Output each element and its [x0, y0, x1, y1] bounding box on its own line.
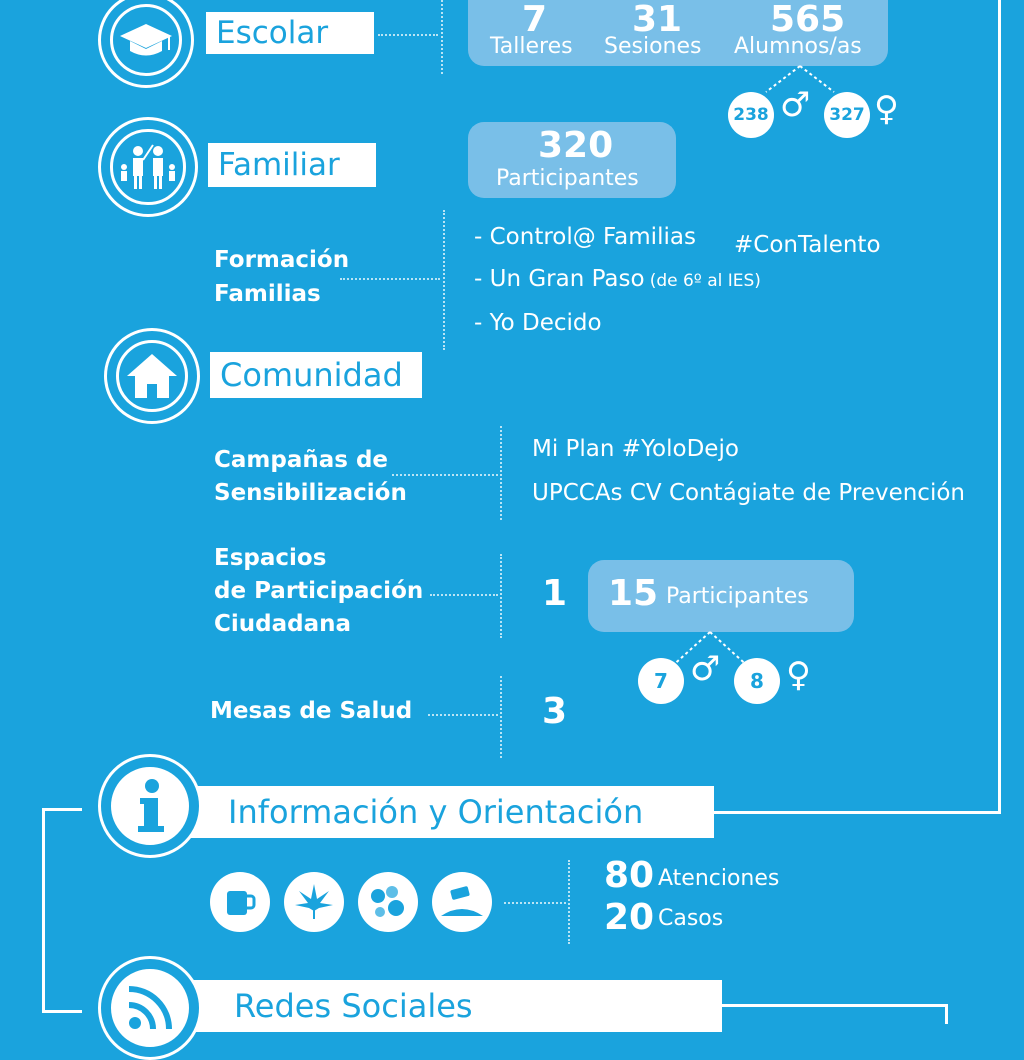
formacion-line2: Familias [214, 281, 321, 307]
comunidad-icon-ring [104, 328, 200, 424]
espacios-divider [500, 554, 502, 638]
espacios-male-symbol-icon: ♂ [690, 649, 721, 689]
espacios-participantes-label: Participantes [666, 584, 809, 609]
pills-icon [358, 872, 418, 932]
formacion-item-2-note: (de 6º al IES) [649, 271, 761, 291]
mesas-label: Mesas de Salud [210, 698, 413, 724]
frame-line-right [998, 0, 1001, 814]
formacion-divider [443, 210, 445, 350]
talleres-number: 7 [522, 0, 548, 40]
familiar-label: Familiar [208, 143, 376, 187]
escolar-label: Escolar [206, 12, 374, 54]
campanas-divider [500, 426, 502, 520]
info-label: Información y Orientación [190, 786, 714, 838]
formacion-item-3: - Yo Decido [474, 310, 602, 336]
familiar-icon-ring [98, 117, 198, 217]
campana-item-2: UPCCAs CV Contágiate de Prevención [532, 480, 965, 506]
family-icon [118, 143, 178, 191]
espacios-connector [430, 594, 498, 596]
espacios-male-count: 7 [638, 658, 684, 704]
casos-number: 20 [604, 897, 655, 938]
formacion-item-1: - Control@ Familias [474, 224, 696, 250]
formacion-connector [340, 278, 440, 280]
alumnos-number: 565 [770, 0, 846, 40]
escolar-icon-ring [98, 0, 194, 88]
frame-line-redes-right [720, 1004, 948, 1007]
espacios-line3: Ciudadana [214, 611, 352, 637]
casos-label: Casos [658, 906, 724, 931]
talleres-label: Talleres [490, 34, 573, 59]
atenciones-number: 80 [604, 855, 655, 896]
escolar-male-count: 238 [728, 92, 774, 138]
familiar-participantes-label: Participantes [496, 166, 639, 191]
redes-icon-ring [98, 956, 202, 1060]
hashtag-contalento: #ConTalento [734, 232, 881, 258]
female-symbol-icon: ♀ [874, 89, 899, 129]
comunidad-label: Comunidad [210, 352, 422, 398]
mesas-number: 3 [542, 691, 568, 732]
cannabis-leaf-icon [284, 872, 344, 932]
graduation-cap-icon [118, 20, 174, 60]
house-icon [125, 352, 179, 400]
rss-icon [125, 983, 175, 1033]
mug-icon [210, 872, 270, 932]
frame-line-redes-corner [945, 1004, 948, 1024]
frame-line-left-top [42, 808, 82, 811]
info-icon [130, 776, 170, 836]
campanas-connector [392, 474, 498, 476]
espacios-number: 1 [542, 573, 568, 614]
sesiones-number: 31 [632, 0, 683, 40]
frame-line-left-bottom [42, 1010, 82, 1013]
espacios-line1: Espacios [214, 545, 327, 571]
alumnos-label: Alumnos/as [734, 34, 862, 59]
campanas-line1: Campañas de [214, 447, 389, 473]
formacion-item-2: - Un Gran Paso (de 6º al IES) [474, 266, 761, 292]
campanas-line2: Sensibilización [214, 480, 407, 506]
frame-line-left [42, 808, 45, 1013]
atenciones-label: Atenciones [658, 866, 780, 891]
mesas-divider [500, 676, 502, 758]
espacios-female-symbol-icon: ♀ [786, 655, 811, 695]
escolar-divider [441, 0, 443, 74]
formacion-line1: Formación [214, 247, 350, 273]
info-divider [568, 860, 570, 944]
frame-line-bottom [700, 811, 1001, 814]
sesiones-label: Sesiones [604, 34, 702, 59]
mesas-connector [428, 714, 498, 716]
espacios-female-count: 8 [734, 658, 780, 704]
campana-item-1: Mi Plan #YoloDejo [532, 436, 739, 462]
espacios-line2: de Participación [214, 578, 424, 604]
escolar-female-count: 327 [824, 92, 870, 138]
familiar-participantes-number: 320 [538, 125, 614, 166]
escolar-connector [378, 34, 438, 36]
espacios-participantes-number: 15 [608, 573, 659, 614]
redes-label: Redes Sociales [190, 980, 722, 1032]
gaming-device-icon [432, 872, 492, 932]
info-connector [504, 902, 566, 904]
info-icon-ring [98, 754, 202, 858]
male-symbol-icon: ♂ [780, 85, 811, 125]
